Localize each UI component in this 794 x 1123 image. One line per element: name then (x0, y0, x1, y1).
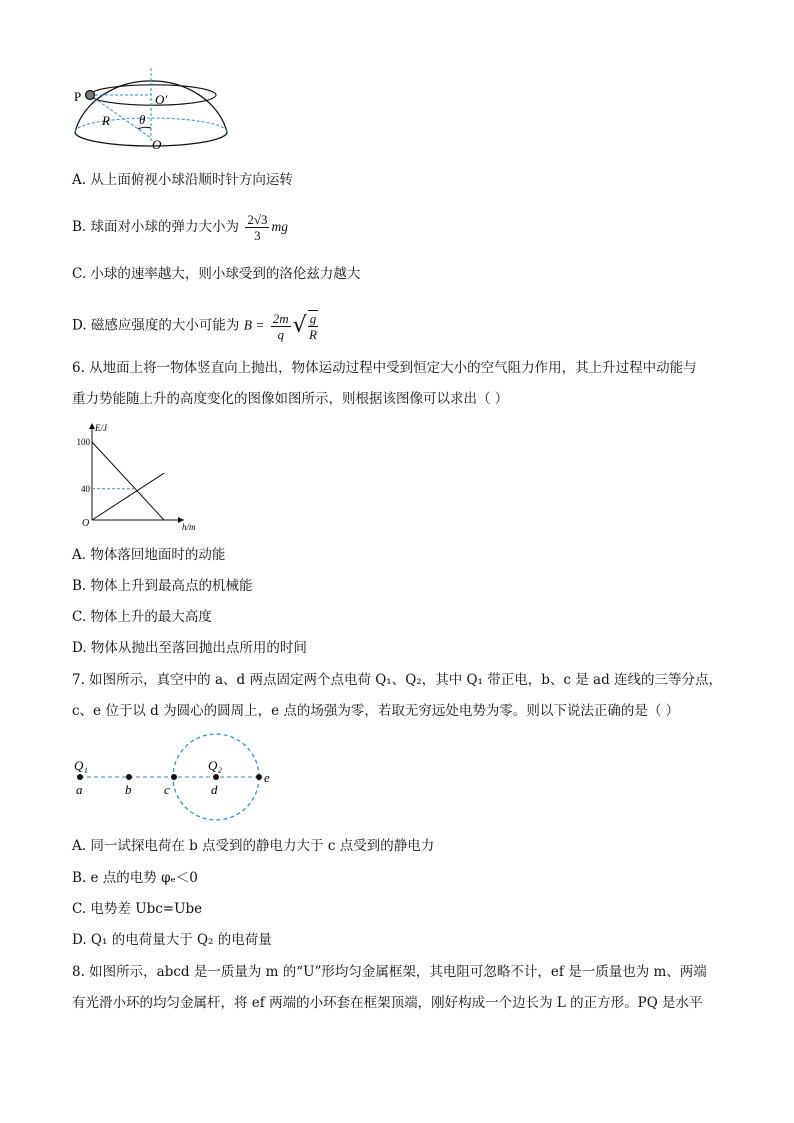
fraction-denominator: 3 (254, 228, 261, 243)
label-Q2: Q₂ (208, 758, 222, 773)
label-Q1: Q₁ (74, 758, 88, 773)
q6-stem-line2: 重力势能随上升的高度变化的图像如图所示，则根据该图像可以求出（ ） (72, 391, 509, 407)
q7-stem-line2: c、e 位于以 d 为圆心的圆周上，e 点的场强为零，若取无穷远处电势为零。则以下说法正确的是（ ） (72, 703, 680, 719)
fraction-numerator: 2m (272, 310, 289, 326)
q5-option-D-B: B = (243, 317, 265, 333)
q6-option-B: B. 物体上升到最高点的机械能 (72, 578, 253, 594)
label-P: P (74, 89, 82, 104)
q5-option-C: C. 小球的速率越大，则小球受到的洛伦兹力越大 (72, 266, 361, 282)
sqrt-body (308, 310, 319, 342)
q7-stem-line1: 7. 如图所示，真空中的 a、d 两点固定两个点电荷 Q₁、Q₂，其中 Q₁ 带正电，b、c 是 ad 连线的三等分点， (72, 672, 723, 688)
label-theta: θ (139, 112, 146, 127)
y-tick-label: 100 (76, 437, 90, 447)
series-line-1 (92, 442, 164, 520)
q5-option-D (72, 310, 318, 342)
sqrt-denominator: R (308, 327, 317, 342)
label-O-prime: O′ (155, 92, 168, 107)
q6-stem-line1: 6. 从地面上将一物体竖直向上抛出，物体运动过程中受到恒定大小的空气阻力作用，其上升过程中动能与 (72, 360, 697, 376)
label-a: a (76, 782, 83, 797)
q5-fraction-D (271, 311, 291, 342)
y-axis-label: E/J (95, 423, 107, 433)
fraction-denominator: q (277, 326, 284, 342)
q5-fraction-B (245, 212, 269, 243)
sqrt-sign: √ (292, 313, 307, 338)
q7-option-D: D. Q₁ 的电荷量大于 Q₂ 的电荷量 (72, 932, 272, 948)
fraction-numerator: 2√3 (247, 212, 268, 227)
q5-option-B (72, 212, 288, 243)
y-tick-label: 40 (81, 483, 90, 494)
series-line-2 (92, 473, 164, 520)
q6-option-A: A. 物体落回地面时的动能 (72, 547, 226, 563)
charges-figure (66, 730, 286, 825)
x-axis-label: h/m (182, 522, 196, 532)
origin-label: O (82, 518, 90, 529)
label-e: e (264, 770, 270, 785)
energy-height-chart (72, 420, 212, 532)
q7-option-B: B. e 点的电势 φₑ＜0 (72, 870, 198, 886)
label-b: b (125, 782, 132, 797)
q5-option-A: A. 从上面俯视小球沿顺时针方向运转 (72, 172, 293, 188)
q6-option-D: D. 物体从抛出至落回抛出点所用的时间 (72, 640, 307, 656)
q8-stem-line2: 有光滑小环的均匀金属杆，将 ef 两端的小环套在框架顶端，刚好构成一个边长为 L 的正方形。PQ 是水平 (72, 995, 703, 1011)
q7-option-C: C. 电势差 Ubc=Ube (72, 901, 203, 917)
sqrt-numerator: g (309, 311, 317, 326)
hemisphere-figure (60, 62, 240, 162)
label-R: R (102, 113, 110, 128)
label-d: d (211, 782, 218, 797)
q6-option-C: C. 物体上升的最大高度 (72, 609, 212, 625)
q7-option-A: A. 同一试探电荷在 b 点受到的静电力大于 c 点受到的静电力 (72, 838, 435, 854)
q5-option-B-text: B. 球面对小球的弹力大小为 (72, 219, 240, 235)
q5-option-B-mg: mg (271, 219, 288, 234)
label-O: O (152, 137, 162, 152)
q8-stem-line1: 8. 如图所示，abcd 是一质量为 m 的“U”形均匀金属框架，其电阻可忽略不计，ef 是一质量也为 m、两端 (72, 964, 707, 980)
q5-option-D-text: D. 磁感应强度的大小可能为 (72, 317, 240, 334)
label-c: c (164, 782, 170, 797)
